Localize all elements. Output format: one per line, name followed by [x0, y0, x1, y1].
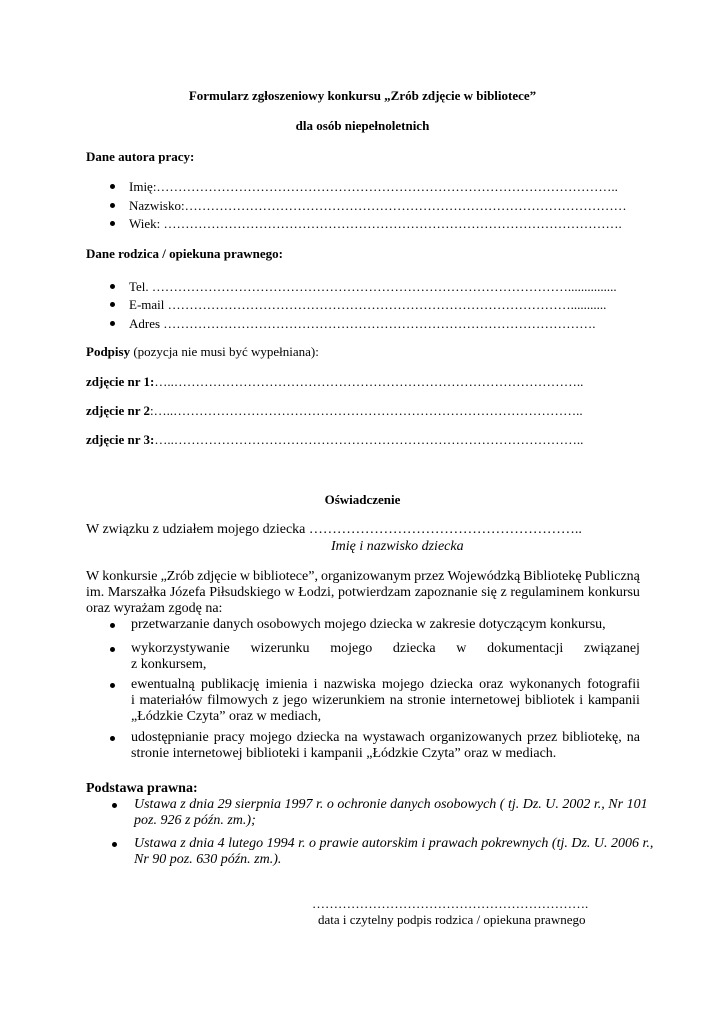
- bullet: [112, 842, 117, 847]
- consent-word: w: [456, 641, 467, 656]
- word: na: [389, 693, 403, 708]
- word: filmowych: [207, 693, 268, 708]
- word: organizowanych: [429, 730, 523, 745]
- photo-dots: …..…………………………………………………………………………………..: [154, 432, 584, 447]
- word: Marszałka: [107, 585, 167, 600]
- legal-item-cont: Nr 90 poz. 630 późn. zm.).: [134, 852, 282, 867]
- word: publikację: [200, 677, 260, 692]
- word: mojego: [381, 677, 424, 692]
- photo-label: zdjęcie nr 3:: [86, 432, 155, 447]
- declaration-paragraph-line: [86, 585, 640, 602]
- word: kampanii: [587, 693, 640, 708]
- declaration-paragraph-line: oraz wyrażam zgodę na:: [86, 601, 223, 616]
- signature-caption: data i czytelny podpis rodzica / opiekuna prawnego: [318, 912, 586, 927]
- word: pracy: [213, 730, 245, 745]
- bullet: [110, 647, 115, 652]
- child-name-caption: Imię i nazwisko dziecka: [331, 539, 464, 554]
- word: im.: [86, 585, 105, 600]
- word: zdjęcie: [197, 569, 237, 584]
- word: zapoznanie: [414, 585, 478, 600]
- bullet: [110, 736, 115, 741]
- consent-word: wizerunku: [250, 641, 310, 656]
- bullet: [110, 203, 115, 208]
- word: wystawach: [362, 730, 425, 745]
- word: ewentualną: [131, 677, 195, 692]
- parent-address-field[interactable]: Adres ……………………………………………………………………………………….: [129, 316, 596, 331]
- word: w: [284, 585, 295, 600]
- photo-1-field[interactable]: [86, 374, 583, 390]
- form-subtitle: dla osób niepełnoletnich: [295, 118, 430, 133]
- word: przez: [414, 569, 445, 584]
- form-title: Formularz zgłoszeniowy konkursu „Zrób zdjęcie w bibliotece”: [188, 88, 537, 103]
- bullet: [110, 321, 115, 326]
- word: bibliotek: [524, 693, 575, 708]
- bullet: [110, 221, 115, 226]
- photo-2-field[interactable]: [86, 403, 583, 419]
- declaration-intro[interactable]: W związku z udziałem mojego dziecka …………………………………………………..: [86, 522, 582, 537]
- word: organizowanym: [321, 569, 411, 584]
- consent-item: [131, 677, 640, 694]
- consent-word: dziecka: [392, 641, 436, 656]
- word: W: [86, 569, 100, 584]
- signatures-label-bold: Podpisy: [86, 344, 131, 359]
- consent-item-cont: z konkursem,: [131, 657, 207, 672]
- bullet: [110, 284, 115, 289]
- word: z: [272, 693, 279, 708]
- word: „Zrób: [160, 569, 195, 584]
- author-name-field[interactable]: Imię:……………………………………………………………………………………………..: [129, 179, 618, 194]
- consent-word: mojego: [330, 641, 373, 656]
- bullet: [110, 184, 115, 189]
- photo-dots: :…..…………………………………………………………………………………..: [150, 403, 583, 418]
- word: Łodzi,: [298, 585, 335, 600]
- consent-word: wykorzystywanie: [131, 641, 230, 656]
- parent-email-field[interactable]: E-mail …………………………………………………………………………………...........: [129, 297, 607, 312]
- word: fotografii: [587, 677, 640, 692]
- consent-item: [131, 730, 640, 747]
- word: z: [500, 585, 507, 600]
- bullet: [112, 803, 117, 808]
- word: i: [579, 693, 584, 708]
- photo-dots: …..…………………………………………………………………………………..: [154, 374, 584, 389]
- legal-item: Ustawa z dnia 4 lutego 1994 r. o prawie autorskim i prawach pokrewnych (tj. Dz. U. 2006 r.,: [134, 836, 654, 851]
- word: dziecka: [296, 730, 340, 745]
- parent-phone-field[interactable]: Tel. ……………………………………………………………………………………...............: [129, 279, 617, 294]
- word: jego: [283, 693, 308, 708]
- legal-heading: Podstawa prawna:: [86, 781, 198, 796]
- word: Piłsudskiego: [209, 585, 281, 600]
- word: na: [344, 730, 358, 745]
- word: udostępnianie: [131, 730, 209, 745]
- consent-item-cont: stronie internetowej biblioteki i kampanii „Łódzkie Czyta” oraz w mediach.: [131, 746, 557, 761]
- consent-item: przetwarzanie danych osobowych mojego dziecka w zakresie dotyczącym konkursu,: [131, 617, 606, 632]
- photo-label: zdjęcie nr 1:: [86, 374, 155, 389]
- declaration-paragraph-line: [86, 569, 640, 586]
- word: wykonanych: [509, 677, 581, 692]
- word: internetowej: [450, 693, 521, 708]
- photo-3-field[interactable]: [86, 432, 583, 448]
- word: stronie: [407, 693, 446, 708]
- word: oraz: [479, 677, 504, 692]
- word: Wojewódzką: [447, 569, 521, 584]
- word: regulaminem: [510, 585, 585, 600]
- word: w: [239, 569, 250, 584]
- word: i: [313, 677, 318, 692]
- bullet: [110, 623, 115, 628]
- signature-dots[interactable]: ……………………………………………………….: [312, 896, 589, 911]
- word: się: [481, 585, 497, 600]
- word: bibliotece”,: [253, 569, 318, 584]
- photo-label: zdjęcie nr 2: [86, 403, 151, 418]
- word: wizerunkiem: [311, 693, 386, 708]
- declaration-heading: Oświadczenie: [324, 492, 401, 507]
- parent-heading: Dane rodzica / opiekuna prawnego:: [86, 246, 283, 261]
- word: Bibliotekę: [523, 569, 582, 584]
- word: imienia: [265, 677, 308, 692]
- author-surname-field[interactable]: Nazwisko:…………………………………………………………………………………………: [129, 198, 627, 213]
- consent-item: [131, 641, 640, 658]
- signatures-label-rest: (pozycja nie musi być wypełniana):: [130, 344, 319, 359]
- bullet: [110, 302, 115, 307]
- word: materiałów: [139, 693, 203, 708]
- word: bibliotekę,: [562, 730, 622, 745]
- signatures-label: [86, 344, 319, 360]
- word: na: [626, 730, 640, 745]
- legal-item-cont: poz. 926 z późn. zm.);: [134, 813, 256, 828]
- consent-item-cont: „Łódzkie Czyta” oraz w mediach,: [131, 709, 322, 724]
- word: przez: [526, 730, 558, 745]
- word: konkursie: [102, 569, 158, 584]
- legal-item: Ustawa z dnia 29 sierpnia 1997 r. o ochronie danych osobowych ( tj. Dz. U. 2002 r., Nr 101: [134, 797, 648, 812]
- word: konkursu: [587, 585, 640, 600]
- bullet: [110, 683, 115, 688]
- author-age-field[interactable]: Wiek: …………………………………………………………………………………………….: [129, 216, 622, 231]
- word: potwierdzam: [337, 585, 412, 600]
- consent-word: związanej: [583, 641, 640, 656]
- consent-word: dokumentacji: [487, 641, 564, 656]
- author-heading: Dane autora pracy:: [86, 149, 195, 164]
- consent-item-cont: [131, 693, 640, 710]
- word: Publiczną: [584, 569, 640, 584]
- word: dziecka: [430, 677, 473, 692]
- word: Józefa: [169, 585, 206, 600]
- word: i: [131, 693, 135, 708]
- word: nazwiska: [323, 677, 376, 692]
- word: mojego: [249, 730, 292, 745]
